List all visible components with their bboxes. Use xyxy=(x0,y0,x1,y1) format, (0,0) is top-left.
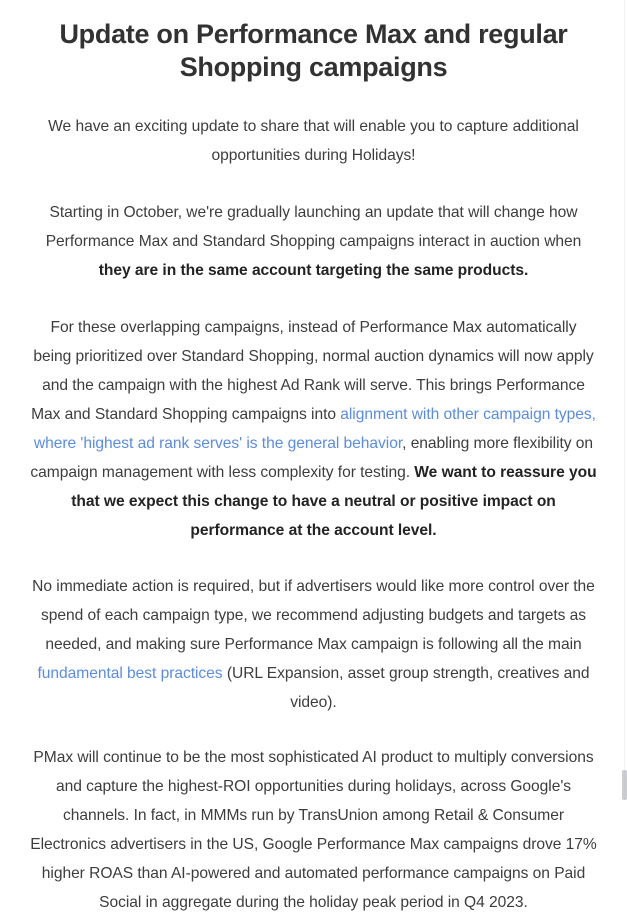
paragraph-launch-timing-emphasis: they are in the same account targeting the same products. xyxy=(98,262,529,279)
paragraph-recommended-action xyxy=(30,572,598,717)
link-alignment-other-campaign-types[interactable]: alignment with other campaign types, where 'highest ad rank serves' is the general behavior xyxy=(33,406,596,452)
paragraph-launch-timing xyxy=(38,198,590,285)
paragraph-recommended-action-lead: No immediate action is required, but if advertisers would like more control over the spend of each campaign type, we recommend adjusting budgets and targets as needed, and making sure Performance Max campaign is following all the main xyxy=(32,578,595,653)
paragraph-auction-dynamics xyxy=(30,313,598,545)
scrollbar-thumb[interactable] xyxy=(622,770,627,800)
paragraph-auction-dynamics-emphasis: We want to reassure you that we expect this change to have a neutral or positive impact on performance at the account level. xyxy=(71,464,597,539)
paragraph-launch-timing-lead: Starting in October, we're gradually launching an update that will change how Performance Max and Standard Shopping campaigns interact in auction when xyxy=(45,204,582,250)
page-title: Update on Performance Max and regular Shopping campaigns xyxy=(59,19,568,82)
paragraph-auction-dynamics-mid: , enabling more flexibility on campaign management with less complexity for testing. xyxy=(30,435,594,481)
paragraph-auction-dynamics-lead: For these overlapping campaigns, instead of Performance Max automatically being prioritized over Standard Shopping, normal auction dynamics will now apply and the campaign with the highest Ad Rank will serve. This brings Performance Max and Standard Shopping campaigns into xyxy=(31,319,594,423)
paragraph-pmax-performance: PMax will continue to be the most sophisticated AI product to multiply conversions and capture the highest-ROI opportunities during holidays, across Google's channels. In fact, in MMMs run by TransUnion among Retail & Consumer Electronics advertisers in the US, Google Performance Max campaigns drove 17% higher ROAS than AI-powered and automated performance campaigns on Paid Social in aggregate during the holiday peak period in Q4 2023. xyxy=(30,749,597,911)
right-edge-rule xyxy=(624,0,625,800)
link-fundamental-best-practices[interactable]: fundamental best practices xyxy=(37,665,223,682)
paragraph-recommended-action-tail: (URL Expansion, asset group strength, creatives and video). xyxy=(222,665,590,711)
article-content xyxy=(30,0,597,917)
paragraph-intro: We have an exciting update to share that will enable you to capture additional opportunities during Holidays! xyxy=(48,118,579,164)
